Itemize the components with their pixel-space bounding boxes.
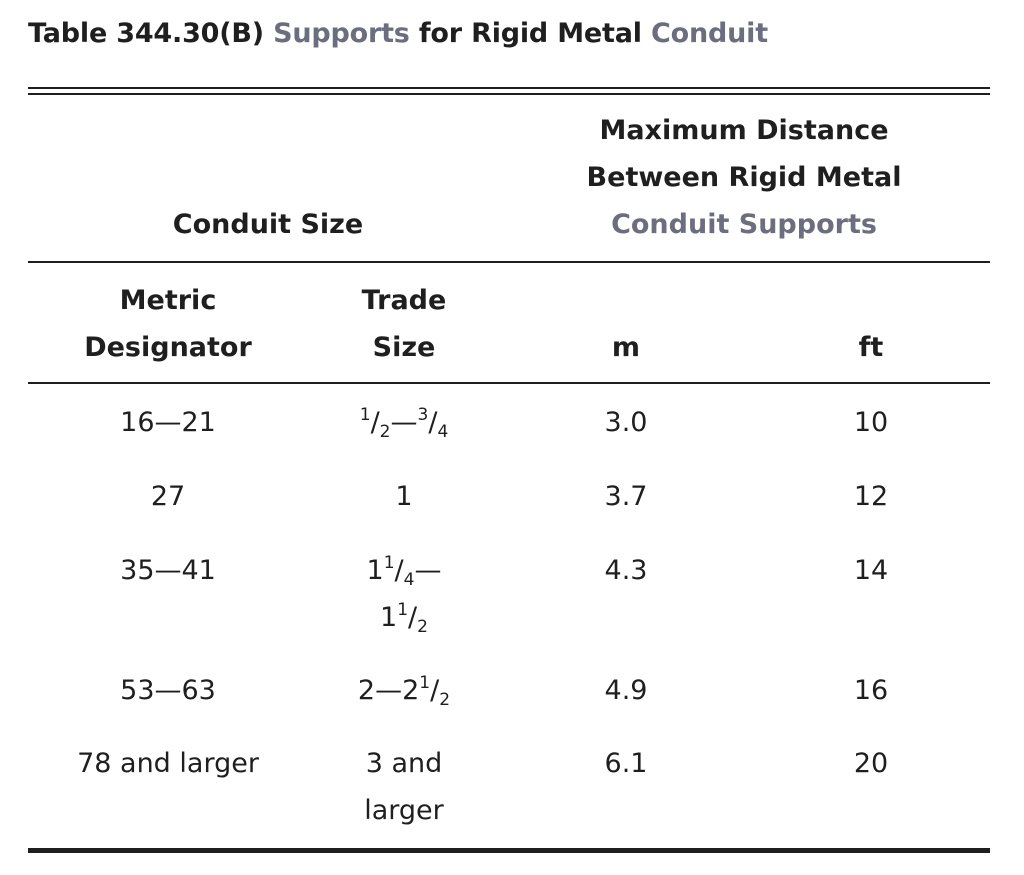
header-m: m	[611, 332, 641, 363]
header-metric-designator	[48, 277, 288, 371]
header-metric-line2: Designator	[84, 332, 252, 363]
row2-metric: 27	[150, 481, 186, 512]
row1-trade: $^1/_2—^3/_4$	[359, 405, 449, 442]
row5-metric: 78 and larger	[77, 748, 259, 779]
title-link-supports[interactable]: Supports	[273, 18, 410, 49]
header-trade-line2: Size	[372, 332, 436, 363]
row4-m: 4.9	[604, 675, 648, 706]
table-title	[28, 18, 768, 49]
subheader-divider	[28, 382, 990, 384]
header-max-distance-line1: Maximum Distance	[599, 115, 889, 146]
header-ft: ft	[858, 332, 884, 363]
row3-m: 4.3	[604, 555, 648, 586]
row3-ft: 14	[853, 555, 889, 586]
row1-ft: 10	[853, 407, 889, 438]
header-conduit-size: Conduit Size	[172, 209, 364, 240]
row2-ft: 12	[853, 481, 889, 512]
row1-m: 3.0	[604, 407, 648, 438]
row5-ft: 20	[853, 748, 889, 779]
bottom-rule	[28, 848, 990, 853]
header-divider	[28, 261, 990, 263]
header-max-distance	[544, 107, 944, 248]
header-metric-line1: Metric	[119, 285, 217, 316]
row1-metric: 16—21	[120, 407, 216, 438]
row4-ft: 16	[853, 675, 889, 706]
header-max-distance-link[interactable]: Conduit Supports	[611, 209, 877, 240]
top-rule-1	[28, 87, 990, 89]
row2-m: 3.7	[604, 481, 648, 512]
row3-trade: $1^1/_4—$ $1^1/_2$	[366, 553, 442, 637]
header-max-distance-line2: Between Rigid Metal	[586, 162, 902, 193]
row5-trade-line1: 3 and	[365, 748, 443, 779]
row2-trade: 1	[395, 481, 413, 512]
header-trade-size	[304, 277, 504, 371]
top-rule-2	[28, 93, 990, 95]
row4-trade: $2—2^1/_2$	[357, 673, 451, 710]
table-number: Table 344.30(B)	[28, 18, 264, 49]
row5-m: 6.1	[604, 748, 648, 779]
row5-trade-line2: larger	[364, 795, 444, 826]
title-middle: for Rigid Metal	[418, 18, 642, 49]
row5-trade	[304, 740, 504, 834]
header-trade-line1: Trade	[361, 285, 447, 316]
row4-metric: 53—63	[120, 675, 216, 706]
title-link-conduit[interactable]: Conduit	[651, 18, 768, 49]
row3-metric: 35—41	[120, 555, 216, 586]
